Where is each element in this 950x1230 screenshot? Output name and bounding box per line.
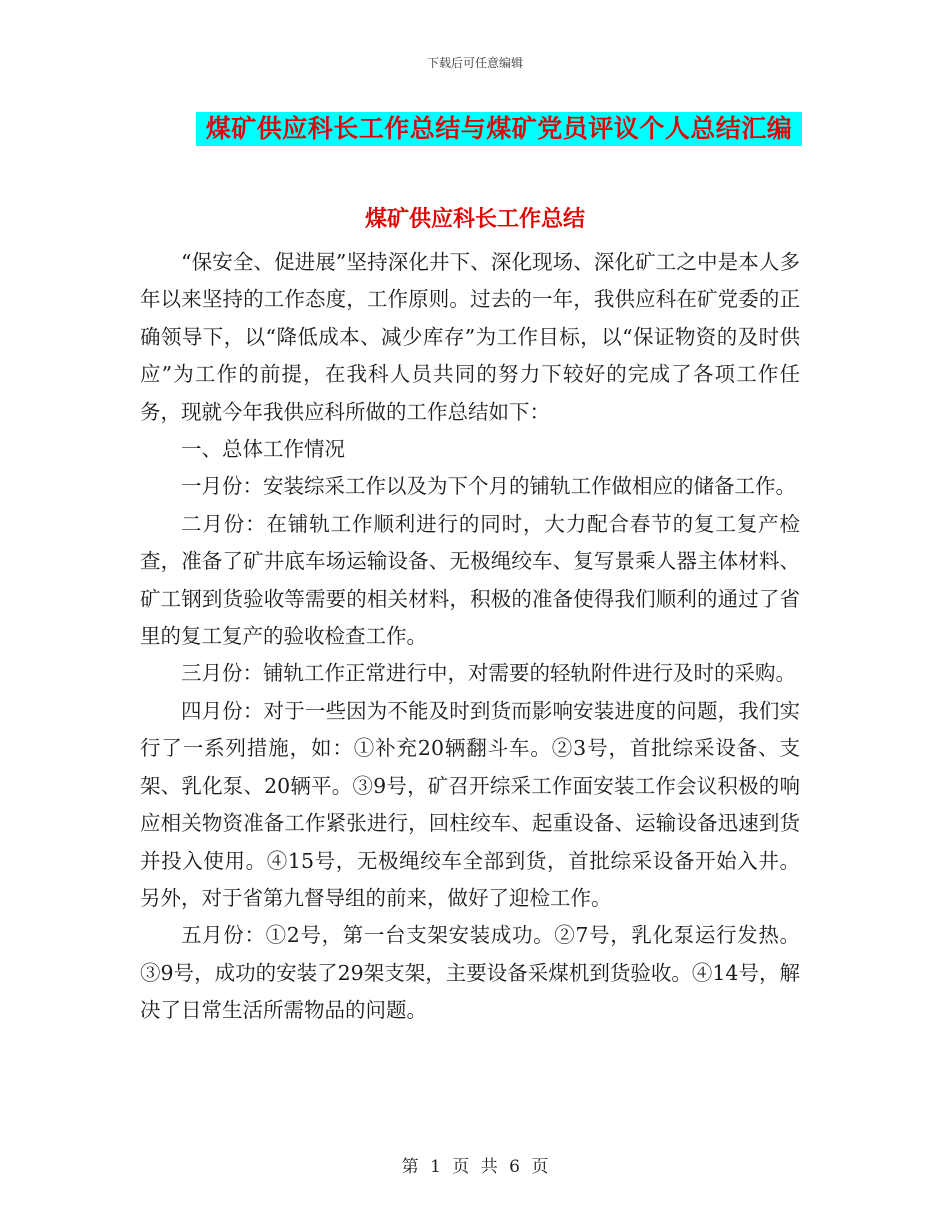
section-title: 煤矿供应科长工作总结 <box>364 206 585 232</box>
paragraph-february: 二月份：在铺轨工作顺利进行的同时，大力配合春节的复工复产检查，准备了矿井底车场运输设备、无极绳绞车、复写景乘人器主体材料、矿工钢到货验收等需要的相关材料，积极的准备使得我们顺利的通过了省里的复工复产的验收检查工作。 <box>140 511 800 649</box>
document-body <box>140 244 800 1030</box>
paragraph-january: 一月份：安装综采工作以及为下个月的铺轨工作做相应的储备工作。 <box>181 474 796 499</box>
paragraph-april: 四月份：对于一些因为不能及时到货而影响安装进度的问题，我们实行了一系列措施，如：①补充20辆翻斗车。②3号，首批综采设备、支架、乳化泵、20辆平。③9号，矿召开综采工作面安装工作会议积极的响应相关物资准备工作紧张进行，回柱绞车、起重设备、运输设备迅速到货并投入使用。④15号，无极绳绞车全部到货，首批综采设备开始入井。另外，对于省第九督导组的前来，做好了迎检工作。 <box>140 698 800 910</box>
paragraph-intro: “保安全、促进展”坚持深化井下、深化现场、深化矿工之中是本人多年以来坚持的工作态度，工作原则。过去的一年，我供应科在矿党委的正确领导下，以“降低成本、减少库存”为工作目标，以“保证物资的及时供应”为工作的前提，在我科人员共同的努力下较好的完成了各项工作任务，现就今年我供应科所做的工作总结如下： <box>140 250 800 424</box>
paragraph-heading: 一、总体工作情况 <box>181 437 345 462</box>
page-footer: 第 1 页 共 6 页 <box>401 1157 549 1177</box>
main-title: 煤矿供应科长工作总结与煤矿党员评议个人总结汇编 <box>196 112 802 146</box>
paragraph-march: 三月份：铺轨工作正常进行中，对需要的轻轨附件进行及时的采购。 <box>181 661 796 686</box>
header-note: 下载后可任意编辑 <box>426 56 523 70</box>
paragraph-may: 五月份：①2号，第一台支架安装成功。②7号，乳化泵运行发热。③9号，成功的安装了29架支架，主要设备采煤机到货验收。④14号，解决了日常生活所需物品的问题。 <box>140 923 800 1023</box>
